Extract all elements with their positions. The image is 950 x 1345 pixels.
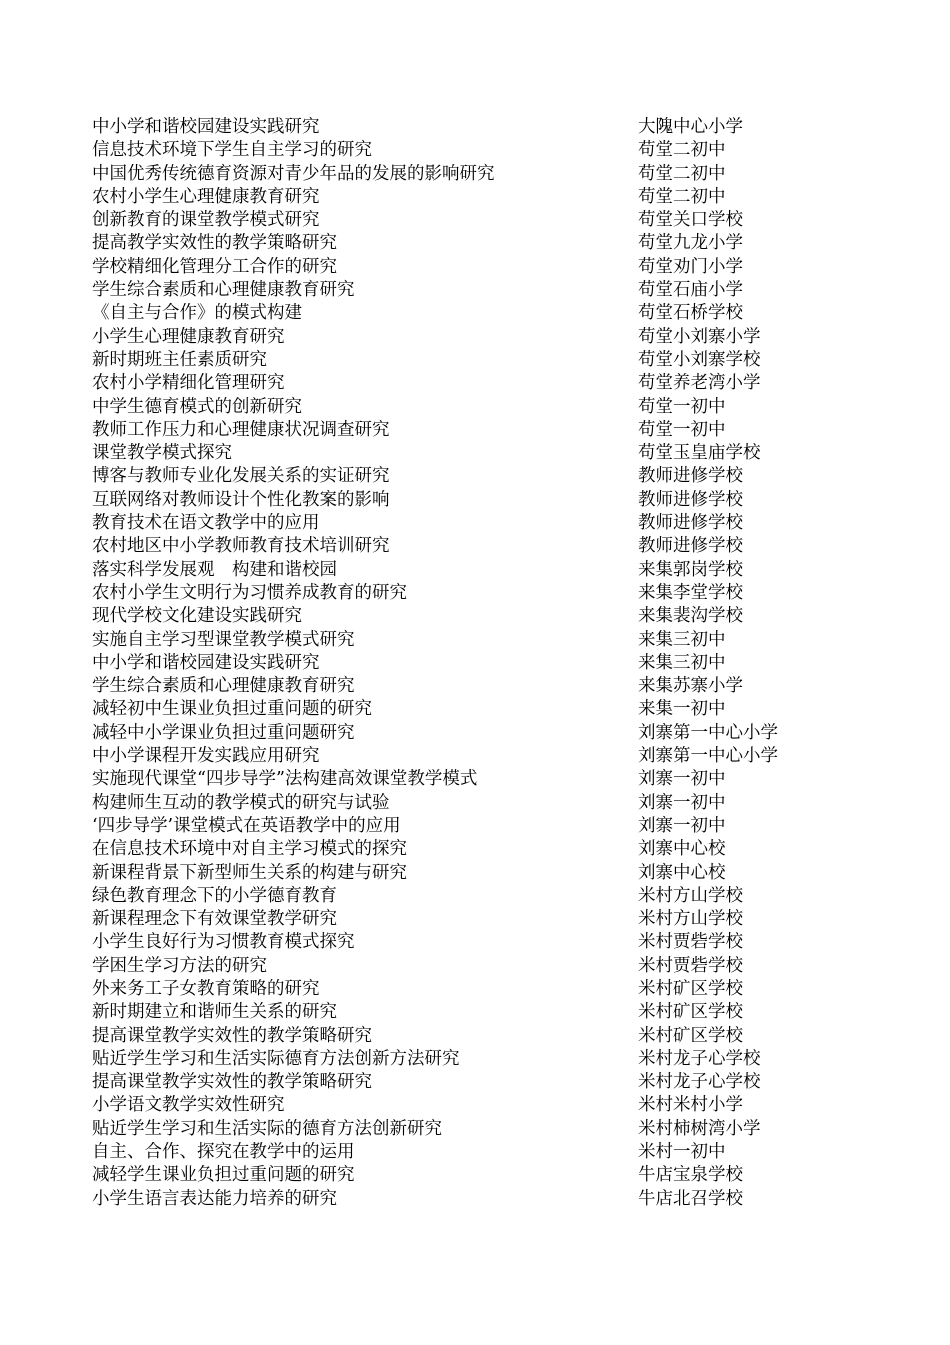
list-item xyxy=(92,1071,812,1094)
list-item xyxy=(92,931,812,954)
list-item xyxy=(92,1164,812,1187)
research-title: 小学生良好行为习惯教育模式探究 xyxy=(92,932,355,953)
school-name: 苟堂石庙小学 xyxy=(638,280,743,301)
school-name: 来集郭岗学校 xyxy=(638,559,743,580)
research-title: 小学生语言表达能力培养的研究 xyxy=(92,1188,337,1209)
school-name: 牛店宝泉学校 xyxy=(638,1165,743,1186)
school-name: 大隗中心小学 xyxy=(638,117,743,137)
research-title: 中学生德育模式的创新研究 xyxy=(92,396,302,417)
research-title: 农村小学精细化管理研究 xyxy=(92,373,285,394)
school-name: 来集三初中 xyxy=(638,629,726,650)
school-name: 苟堂小刘寨学校 xyxy=(638,349,761,370)
list-item xyxy=(92,232,812,255)
school-name: 教师进修学校 xyxy=(638,536,743,557)
list-item xyxy=(92,815,812,838)
school-name: 苟堂二初中 xyxy=(638,186,726,207)
list-item xyxy=(92,652,812,675)
research-title: 新课程背景下新型师生关系的构建与研究 xyxy=(92,862,407,883)
list-item xyxy=(92,955,812,978)
list-item xyxy=(92,1188,812,1211)
school-name: 米村龙子心学校 xyxy=(638,1072,761,1093)
research-title: 在信息技术环境中对自主学习模式的探究 xyxy=(92,839,407,860)
research-title: 《自主与合作》的模式构建 xyxy=(92,303,302,324)
research-title: 实施自主学习型课堂教学模式研究 xyxy=(92,629,355,650)
research-title: 农村小学生文明行为习惯养成教育的研究 xyxy=(92,582,407,603)
research-title: 中小学和谐校园建设实践研究 xyxy=(92,652,320,673)
research-title: 提高课堂教学实效性的教学策略研究 xyxy=(92,1025,372,1046)
research-title: 农村小学生心理健康教育研究 xyxy=(92,186,320,207)
research-title: 新时期班主任素质研究 xyxy=(92,349,267,370)
research-title: 自主、合作、探究在教学中的运用 xyxy=(92,1142,355,1163)
school-name: 米村矿区学校 xyxy=(638,1002,743,1023)
research-title: 构建师生互动的教学模式的研究与试验 xyxy=(92,792,390,813)
list-item xyxy=(92,372,812,395)
research-title: 互联网络对教师设计个性化教案的影响 xyxy=(92,489,390,510)
research-title: 中国优秀传统德育资源对青少年品的发展的影响研究 xyxy=(92,163,495,184)
research-title: 课堂教学模式探究 xyxy=(92,443,232,464)
list-item xyxy=(92,209,812,232)
research-title: 学生综合素质和心理健康教育研究 xyxy=(92,280,355,301)
research-title: 教育技术在语文教学中的应用 xyxy=(92,513,320,534)
research-title: 新时期建立和谐师生关系的研究 xyxy=(92,1002,337,1023)
list-item xyxy=(92,978,812,1001)
school-name: 刘寨一初中 xyxy=(638,769,726,790)
list-item xyxy=(92,512,812,535)
research-title: 绿色教育理念下的小学德育教育 xyxy=(92,885,337,906)
research-title: 小学语文教学实效性研究 xyxy=(92,1095,285,1116)
research-title: 学校精细化管理分工合作的研究 xyxy=(92,256,337,277)
list-item xyxy=(92,1025,812,1048)
school-name: 苟堂劝门小学 xyxy=(638,256,743,277)
research-title: 新课程理念下有效课堂教学研究 xyxy=(92,909,337,930)
list-item xyxy=(92,559,812,582)
school-name: 米村龙子心学校 xyxy=(638,1048,761,1069)
school-name: 米村矿区学校 xyxy=(638,978,743,999)
list-item xyxy=(92,535,812,558)
school-name: 苟堂石桥学校 xyxy=(638,303,743,324)
research-title: 信息技术环境下学生自主学习的研究 xyxy=(92,140,372,161)
research-title: 提高教学实效性的教学策略研究 xyxy=(92,233,337,254)
list-item xyxy=(92,1118,812,1141)
school-name: 米村柿树湾小学 xyxy=(638,1118,761,1139)
school-name: 苟堂一初中 xyxy=(638,419,726,440)
list-item xyxy=(92,768,812,791)
school-name: 苟堂养老湾小学 xyxy=(638,373,761,394)
research-title: 减轻中小学课业负担过重问题研究 xyxy=(92,722,355,743)
school-name: 刘寨中心校 xyxy=(638,839,726,860)
research-title: 贴近学生学习和生活实际的德育方法创新研究 xyxy=(92,1118,442,1139)
list-item xyxy=(92,349,812,372)
school-name: 米村方山学校 xyxy=(638,909,743,930)
list-item xyxy=(92,1141,812,1164)
school-name: 刘寨第一中心小学 xyxy=(638,722,778,743)
list-item xyxy=(92,396,812,419)
research-title: 现代学校文化建设实践研究 xyxy=(92,606,302,627)
school-name: 刘寨中心校 xyxy=(638,862,726,883)
research-title: 教师工作压力和心理健康状况调查研究 xyxy=(92,419,390,440)
list-item xyxy=(92,605,812,628)
list-item xyxy=(92,582,812,605)
research-topic-list xyxy=(92,116,812,1211)
school-name: 米村贾砦学校 xyxy=(638,955,743,976)
list-item xyxy=(92,722,812,745)
school-name: 刘寨一初中 xyxy=(638,792,726,813)
list-item xyxy=(92,442,812,465)
list-item xyxy=(92,256,812,279)
list-item xyxy=(92,326,812,349)
list-item xyxy=(92,1001,812,1024)
research-title: 外来务工子女教育策略的研究 xyxy=(92,978,320,999)
list-item xyxy=(92,139,812,162)
list-item xyxy=(92,489,812,512)
list-item xyxy=(92,838,812,861)
school-name: 教师进修学校 xyxy=(638,513,743,534)
school-name: 苟堂九龙小学 xyxy=(638,233,743,254)
school-name: 苟堂小刘寨小学 xyxy=(638,326,761,347)
list-item xyxy=(92,629,812,652)
research-title: 学生综合素质和心理健康教育研究 xyxy=(92,676,355,697)
list-item xyxy=(92,279,812,302)
list-item xyxy=(92,698,812,721)
research-title: 贴近学生学习和生活实际德育方法创新方法研究 xyxy=(92,1048,460,1069)
list-item xyxy=(92,745,812,768)
school-name: 来集裴沟学校 xyxy=(638,606,743,627)
research-title: 中小学课程开发实践应用研究 xyxy=(92,746,320,767)
school-name: 刘寨第一中心小学 xyxy=(638,746,778,767)
research-title: 创新教育的课堂教学模式研究 xyxy=(92,210,320,231)
research-title: 小学生心理健康教育研究 xyxy=(92,326,285,347)
research-title: 博客与教师专业化发展关系的实证研究 xyxy=(92,466,390,487)
school-name: 来集一初中 xyxy=(638,699,726,720)
school-name: 牛店北召学校 xyxy=(638,1188,743,1209)
school-name: 教师进修学校 xyxy=(638,466,743,487)
school-name: 米村一初中 xyxy=(638,1142,726,1163)
list-item xyxy=(92,465,812,488)
school-name: 米村贾砦学校 xyxy=(638,932,743,953)
list-item xyxy=(92,302,812,325)
list-item xyxy=(92,885,812,908)
research-title: ‘四步导学’课堂模式在英语教学中的应用 xyxy=(92,815,401,836)
school-name: 米村矿区学校 xyxy=(638,1025,743,1046)
list-item xyxy=(92,1094,812,1117)
list-item xyxy=(92,116,812,139)
school-name: 米村方山学校 xyxy=(638,885,743,906)
school-name: 苟堂一初中 xyxy=(638,396,726,417)
list-item xyxy=(92,908,812,931)
school-name: 来集苏寨小学 xyxy=(638,676,743,697)
list-item xyxy=(92,792,812,815)
list-item xyxy=(92,419,812,442)
school-name: 教师进修学校 xyxy=(638,489,743,510)
list-item xyxy=(92,163,812,186)
school-name: 苟堂二初中 xyxy=(638,163,726,184)
research-title: 农村地区中小学教师教育技术培训研究 xyxy=(92,536,390,557)
research-title: 实施现代课堂“四步导学”法构建高效课堂教学模式 xyxy=(92,769,478,790)
school-name: 米村米村小学 xyxy=(638,1095,743,1116)
school-name: 苟堂玉皇庙学校 xyxy=(638,443,761,464)
school-name: 来集三初中 xyxy=(638,652,726,673)
research-title: 中小学和谐校园建设实践研究 xyxy=(92,117,320,137)
school-name: 刘寨一初中 xyxy=(638,815,726,836)
list-item xyxy=(92,675,812,698)
list-item xyxy=(92,186,812,209)
list-item xyxy=(92,862,812,885)
school-name: 来集李堂学校 xyxy=(638,582,743,603)
research-title: 提高课堂教学实效性的教学策略研究 xyxy=(92,1072,372,1093)
research-title: 落实科学发展观 构建和谐校园 xyxy=(92,559,337,580)
research-title: 学困生学习方法的研究 xyxy=(92,955,267,976)
research-title: 减轻初中生课业负担过重问题的研究 xyxy=(92,699,372,720)
school-name: 苟堂关口学校 xyxy=(638,210,743,231)
research-title: 减轻学生课业负担过重问题的研究 xyxy=(92,1165,355,1186)
school-name: 苟堂二初中 xyxy=(638,140,726,161)
list-item xyxy=(92,1048,812,1071)
